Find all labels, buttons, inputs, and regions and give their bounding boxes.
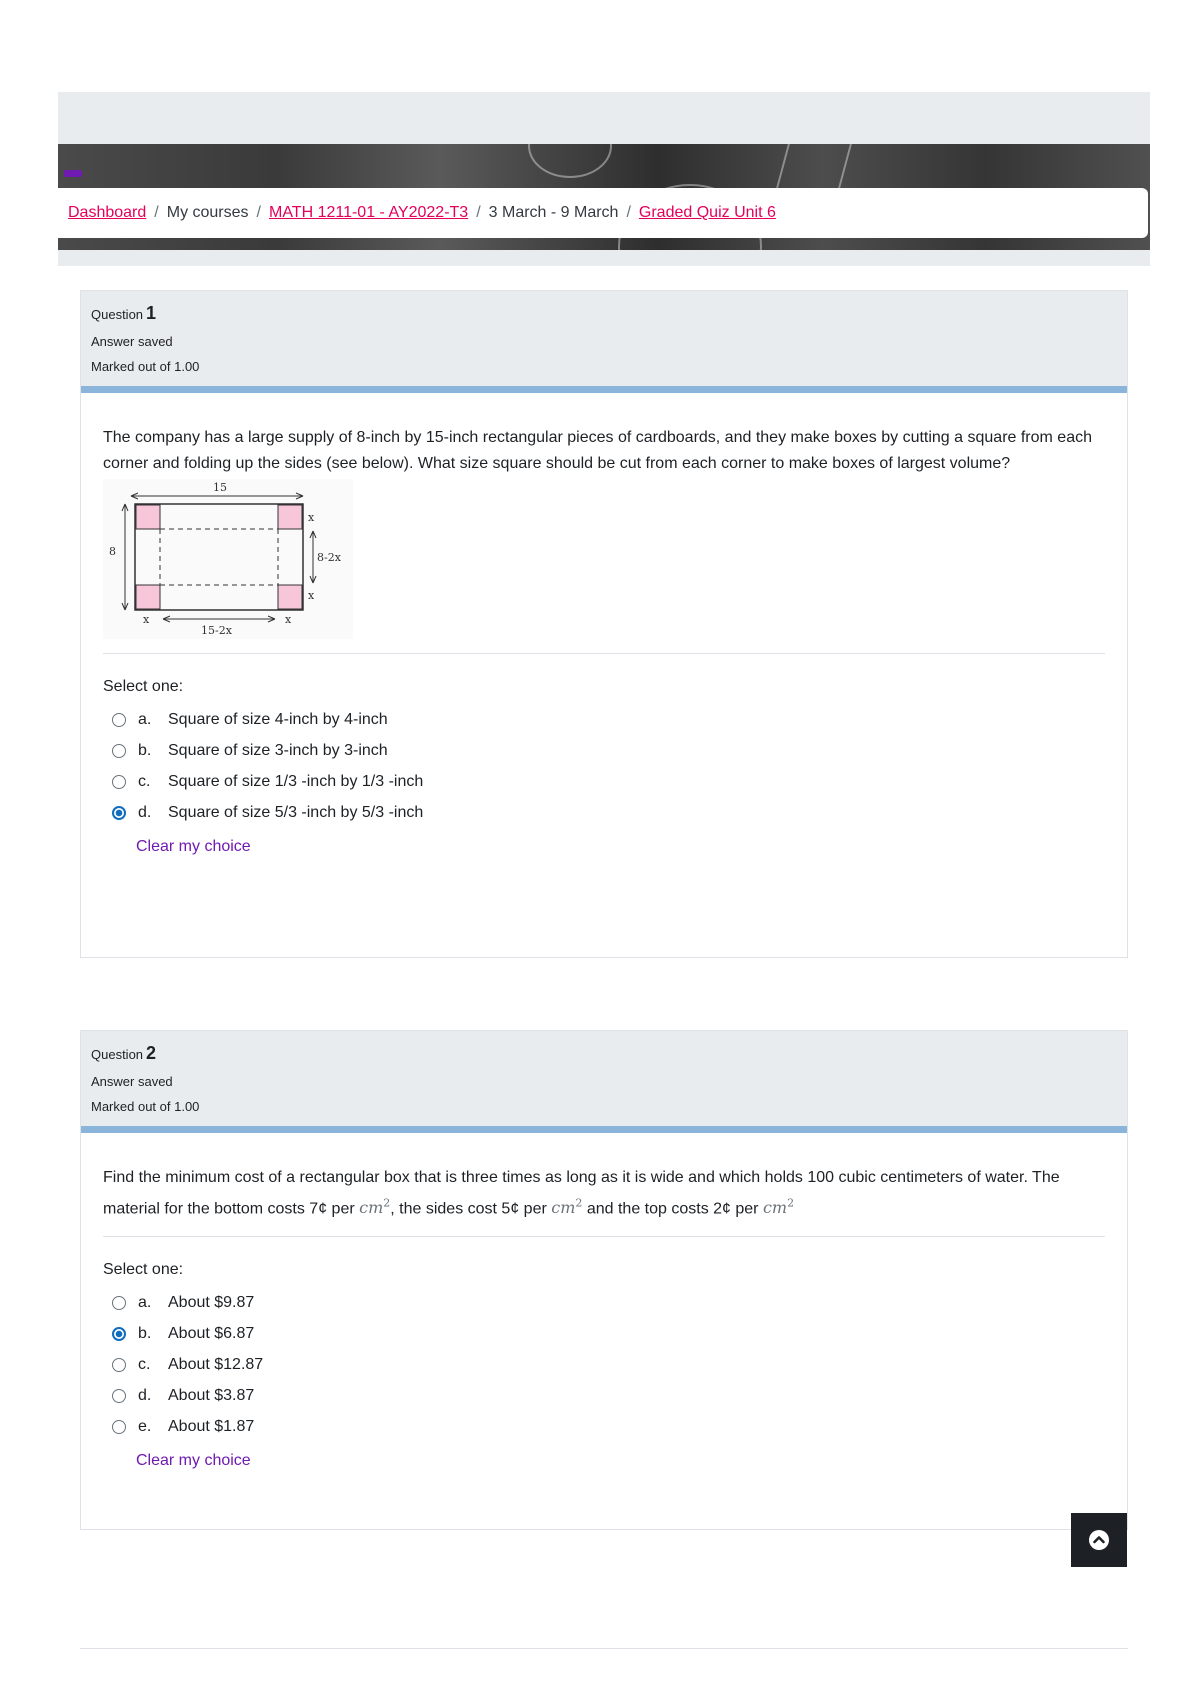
radio-button-selected[interactable] [112, 806, 126, 820]
svg-text:15: 15 [213, 481, 227, 494]
question-number: Question 2 [91, 1043, 157, 1063]
radio-button[interactable] [112, 713, 126, 727]
answer-options [103, 704, 1105, 828]
question-grade: Marked out of 1.00 [91, 1099, 200, 1114]
back-to-top-button[interactable] [1071, 1513, 1127, 1567]
cardboard-diagram [103, 479, 353, 639]
option-d[interactable]: d. Square of size 5/3 -inch by 5/3 -inch [103, 797, 1105, 828]
breadcrumb-course-link[interactable]: MATH 1211-01 - AY2022-T3 [268, 204, 469, 221]
clear-choice-link[interactable]: Clear my choice [136, 838, 251, 855]
option-d[interactable]: d. About $3.87 [103, 1380, 1105, 1411]
breadcrumb-quiz-link[interactable]: Graded Quiz Unit 6 [638, 204, 776, 221]
radio-button[interactable] [112, 1389, 126, 1403]
radio-button[interactable] [112, 775, 126, 789]
option-b[interactable]: b. About $6.87 [103, 1318, 1105, 1349]
option-e[interactable]: e. About $1.87 [103, 1411, 1105, 1442]
breadcrumb-separator: / [256, 204, 261, 221]
question-info [81, 291, 1127, 393]
math-unit: $cm^2$ [359, 1197, 391, 1218]
radio-button[interactable] [112, 744, 126, 758]
breadcrumb-week: 3 March - 9 March [488, 204, 619, 221]
question-info [81, 1031, 1127, 1133]
option-c[interactable]: c. About $12.87 [103, 1349, 1105, 1380]
select-one-label: Select one: [103, 678, 184, 695]
breadcrumb-my-courses: My courses [166, 204, 249, 221]
math-unit: $cm^2$ [762, 1197, 795, 1218]
option-a[interactable]: a. About $9.87 [103, 1287, 1105, 1318]
clear-choice-link[interactable]: Clear my choice [136, 1452, 251, 1470]
answer-options [103, 1287, 1105, 1442]
svg-text:x: x [308, 589, 315, 602]
option-c[interactable]: c. Square of size 1/3 -inch by 1/3 -inch [103, 766, 1105, 797]
svg-text:x: x [285, 613, 292, 626]
footer-divider [80, 1648, 1128, 1649]
question-grade: Marked out of 1.00 [91, 359, 200, 374]
question-card-2 [80, 1030, 1128, 1530]
breadcrumb-dashboard-link[interactable]: Dashboard [68, 204, 147, 221]
question-text: Find the minimum cost of a rectangular box that is three times as long as it is wide and which holds 100 cubic centimeters of water. The material for the bottom costs 7¢ per $cm^2$, the sides cost 5¢ per $cm^2$ and the top costs 2¢ per $cm^2$ [103, 1169, 1060, 1218]
svg-text:x: x [143, 613, 150, 626]
svg-text:15-2x: 15-2x [201, 624, 232, 637]
breadcrumb-separator: / [626, 204, 631, 221]
radio-button[interactable] [112, 1358, 126, 1372]
option-b[interactable]: b. Square of size 3-inch by 3-inch [103, 735, 1105, 766]
math-unit: $cm^2$ [551, 1197, 583, 1218]
option-a[interactable]: a. Square of size 4-inch by 4-inch [103, 704, 1105, 735]
svg-text:x: x [308, 511, 315, 524]
question-state: Answer saved [91, 1074, 173, 1089]
radio-button-selected[interactable] [112, 1327, 126, 1341]
radio-button[interactable] [112, 1420, 126, 1434]
question-number: Question 1 [91, 303, 157, 323]
question-card-1 [80, 290, 1128, 958]
question-state: Answer saved [91, 334, 173, 349]
select-one-label: Select one: [103, 1261, 184, 1279]
svg-text:8-2x: 8-2x [317, 551, 341, 564]
breadcrumb [58, 188, 1148, 238]
question-text: The company has a large supply of 8-inch by 15-inch rectangular pieces of cardboards, and they make boxes by cutting a square from each corner and folding up the sides (see below). What size square should be cut from each corner to make boxes of largest volume? [103, 429, 1092, 472]
brand-mark [64, 170, 82, 177]
chevron-up-circle-icon [1088, 1529, 1110, 1551]
svg-text:8: 8 [109, 545, 116, 558]
radio-button[interactable] [112, 1296, 126, 1310]
breadcrumb-separator: / [476, 204, 481, 221]
breadcrumb-separator: / [154, 204, 159, 221]
